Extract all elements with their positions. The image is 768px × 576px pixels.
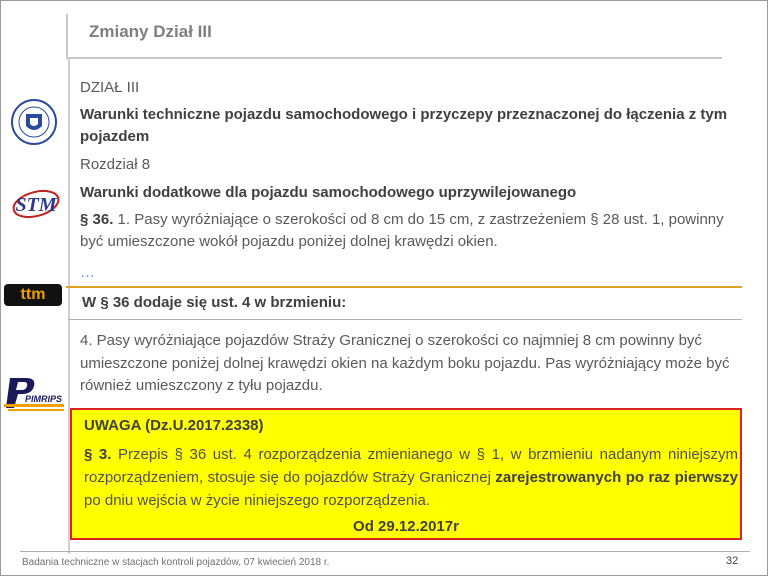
amendment-heading: W § 36 dodaje się ust. 4 w brzmieniu: [82, 294, 347, 311]
footer-text: Badania techniczne w stacjach kontroli pojazdów, 07 kwiecień 2018 r. [22, 557, 330, 568]
amendment-divider [68, 319, 742, 320]
uwaga-date: Od 29.12.2017r [353, 518, 459, 535]
page-number: 32 [726, 555, 739, 567]
section-divider [66, 286, 742, 288]
rozdzial-heading: Rozdział 8 [80, 156, 151, 173]
pimrips-logo-text: PIMRIPS [24, 394, 62, 404]
uwaga-text-bold: zarejestrowanych po raz pierwszy [495, 469, 738, 486]
uwaga-text [84, 443, 738, 512]
title-divider-vertical [66, 14, 68, 58]
uwaga-box [70, 408, 742, 540]
footer-divider [20, 551, 750, 552]
warunki-dodatkowe-heading: Warunki dodatkowe dla pojazdu samochodowego uprzywilejowanego [80, 184, 577, 201]
uwaga-title: UWAGA (Dz.U.2017.2338) [84, 417, 264, 434]
paragraph-36-text: 1. Pasy wyróżniające o szerokości od 8 cm do 15 cm, z zastrzeżeniem § 28 ust. 1, powinny być umieszczone wokół pojazdu poniżej dolnej krawędzi okien. [80, 211, 724, 250]
pimrips-logo [4, 374, 64, 414]
point-4-text: 4. Pasy wyróżniające pojazdów Straży Granicznej o szerokości co najmniej 8 cm powinny być umieszczone poniżej dolnej krawędzi okien na każdym boku pojazdu. Pas wyróżniający może być również umieszczony z tyłu pojazdu. [80, 332, 730, 394]
uwaga-text-part2: po dniu wejścia w życie niniejszego rozporządzenia. [84, 492, 431, 509]
uwaga-paragraph-label: § 3. [84, 446, 112, 463]
paragraph-36-label: § 36. [80, 211, 114, 228]
wat-seal-logo [10, 98, 58, 146]
uwaga-text-part1: Przepis § 36 ust. 4 rozporządzenia zmienianego w § 1, w brzmieniu nadanym niniejszym rozporządzeniem, stosuje się do pojazdów Straży Granicznej [84, 446, 738, 486]
paragraph-36 [80, 209, 740, 253]
stm-logo [10, 186, 62, 222]
slide-title: Zmiany Dział III [89, 22, 212, 41]
title-divider-horizontal [66, 57, 722, 59]
ttm-logo: ttm [4, 284, 62, 306]
stm-logo-text: STM [15, 194, 57, 216]
warunki-heading: Warunki techniczne pojazdu samochodowego i przyczepy przeznaczonej do łączenia z tym pojazdem [80, 106, 728, 145]
dzial-heading: DZIAŁ III [80, 79, 140, 96]
ellipsis: … [80, 264, 95, 281]
